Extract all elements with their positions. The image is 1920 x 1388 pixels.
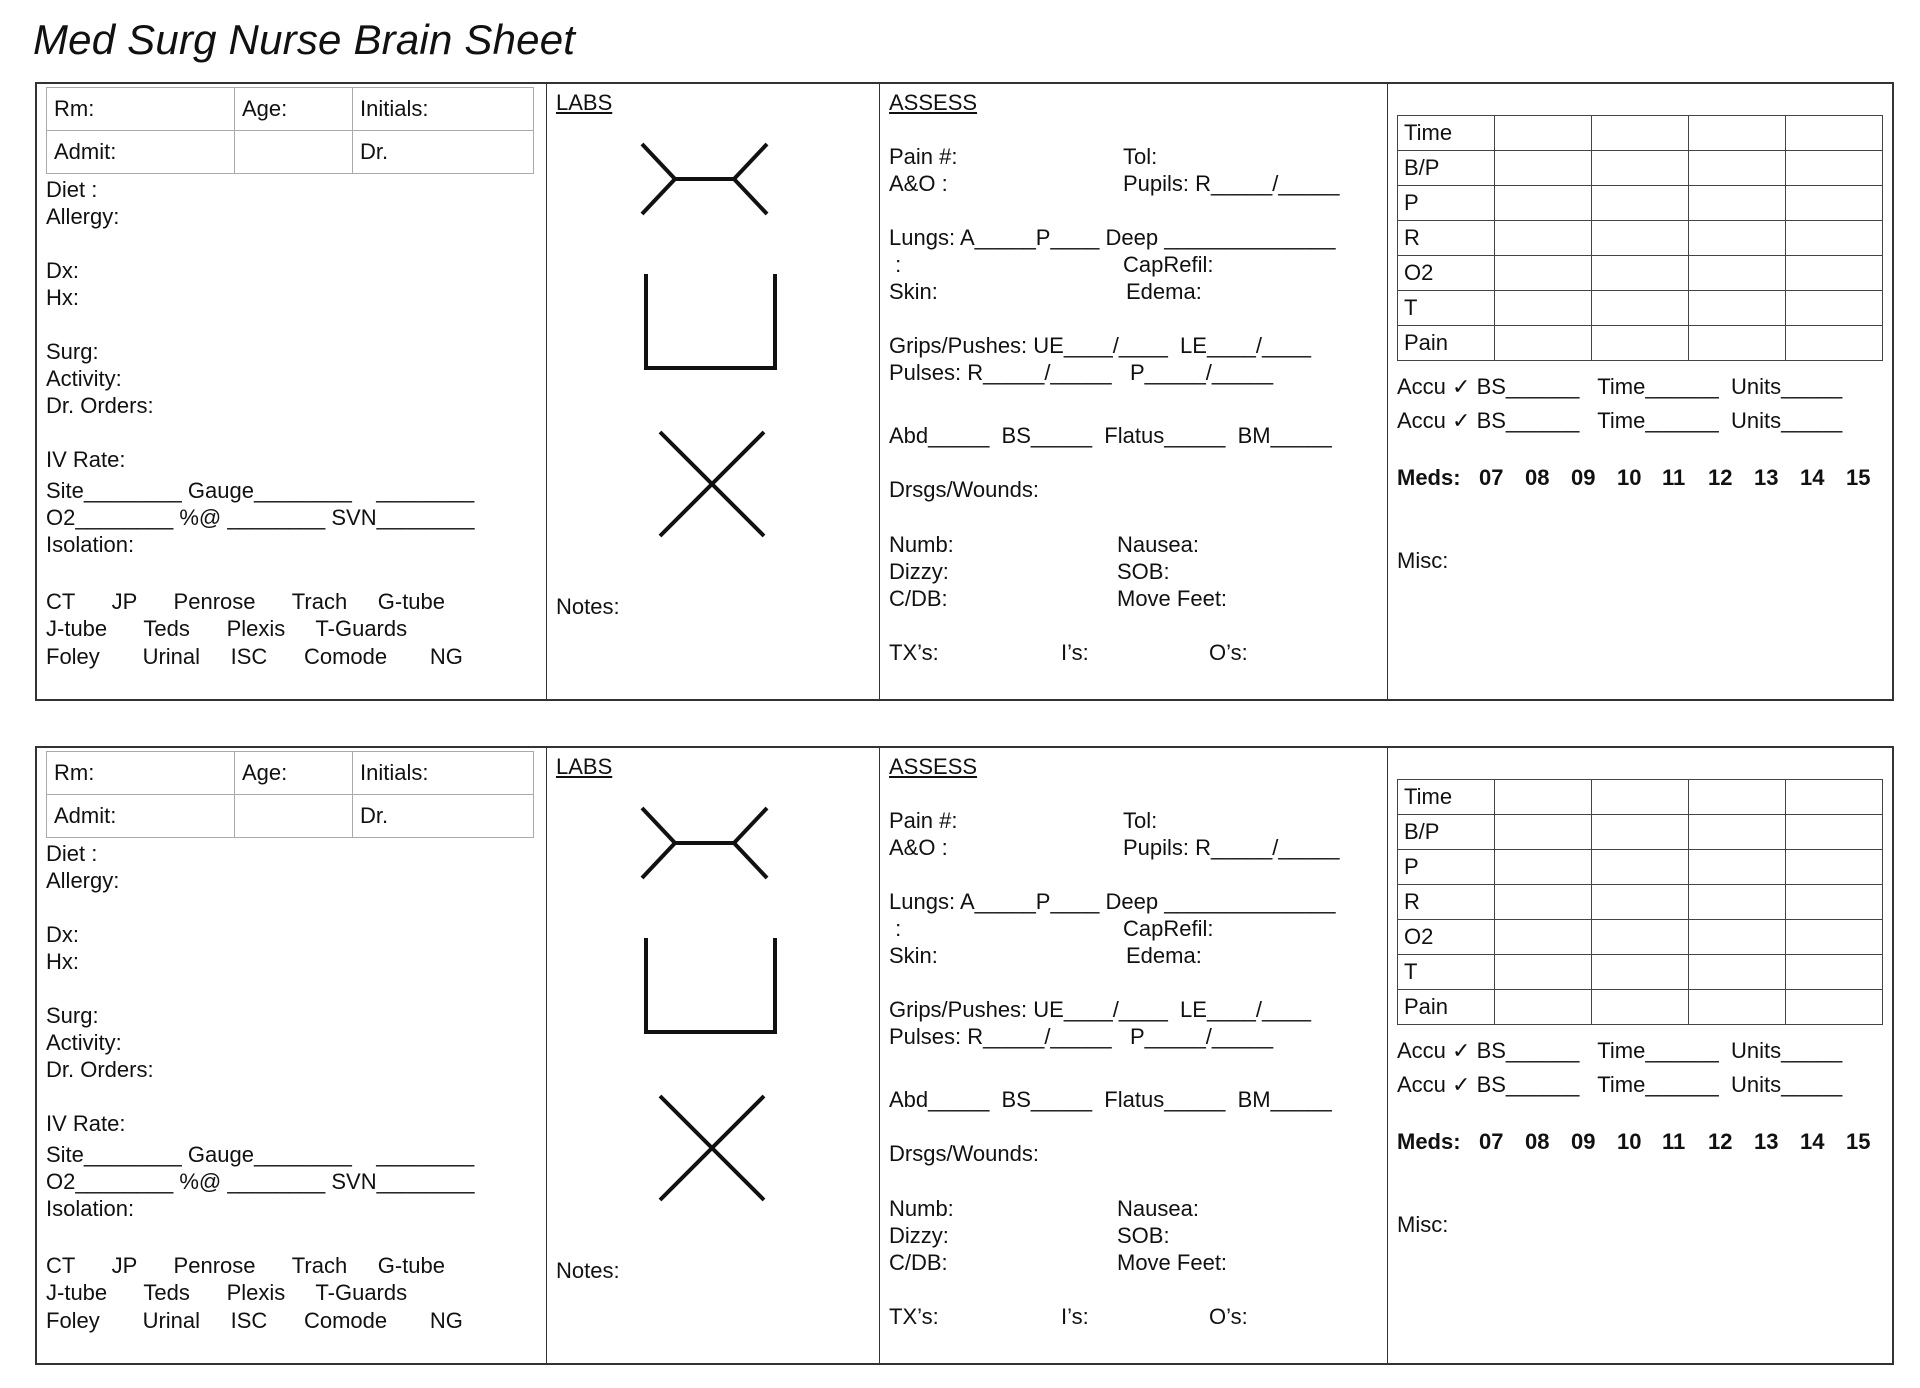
labs-heading: LABS [556,90,613,115]
meds-label: Meds: [1397,465,1461,490]
dx-label: Dx: [46,922,79,947]
vitals-grid [1397,115,1883,361]
isolation-label: Isolation: [46,1196,135,1221]
vitals-row [1398,116,1883,151]
vitals-cell[interactable] [1689,186,1786,221]
initials-field[interactable]: Initials: [353,752,534,795]
lungs-label: Lungs: A_____P____ Deep ______________ [889,889,1336,914]
vitals-label: R [1398,221,1495,256]
accu-check-line-2: Accu ✓ BS______ Time______ Units_____ [1397,1072,1843,1097]
vitals-cell[interactable] [1786,885,1883,920]
devices-row-3: Foley Urinal ISC Comode NG [46,644,463,669]
vitals-cell[interactable] [1592,186,1689,221]
vitals-cell[interactable] [1495,885,1592,920]
vitals-grid [1397,779,1883,1025]
vitals-cell[interactable] [1689,920,1786,955]
vitals-cell[interactable] [1689,256,1786,291]
vitals-cell[interactable] [1786,326,1883,361]
pulses-label: Pulses: R_____/_____ P_____/_____ [889,1024,1274,1049]
med-hour: 14 [1800,465,1825,490]
nausea-label: Nausea: [1117,1196,1199,1221]
patient-id-grid [46,751,534,838]
vitals-cell[interactable] [1689,151,1786,186]
bmp-lab-diagram [642,938,782,1038]
vitals-row [1398,815,1883,850]
vitals-cell[interactable] [1495,256,1592,291]
vitals-cell[interactable] [1592,885,1689,920]
devices-row-1: CT JP Penrose Trach G-tube [46,1253,446,1278]
vitals-cell[interactable] [1592,256,1689,291]
vitals-cell[interactable] [1592,116,1689,151]
admit-field[interactable]: Admit: [47,131,235,174]
pulses-label: Pulses: R_____/_____ P_____/_____ [889,360,1274,385]
vitals-label: Pain [1398,326,1495,361]
vitals-row [1398,151,1883,186]
med-hour: 11 [1662,1129,1686,1154]
is-label: I’s: [1061,1304,1089,1329]
age-field[interactable]: Age: [235,752,353,795]
dizzy-label: Dizzy: [889,559,949,584]
vitals-row [1398,850,1883,885]
vitals-cell[interactable] [1689,850,1786,885]
drsgs-label: Drsgs/Wounds: [889,1141,1039,1166]
vitals-row [1398,221,1883,256]
vitals-cell[interactable] [1689,780,1786,815]
pupils-label: Pupils: R_____/_____ [1123,171,1340,196]
caprefil-label: CapRefil: [1123,916,1214,941]
allergy-label: Allergy: [46,204,120,229]
pupils-label: Pupils: R_____/_____ [1123,835,1340,860]
os-label: O’s: [1209,640,1248,665]
vitals-row [1398,990,1883,1025]
cdb-label: C/DB: [889,1250,948,1275]
vitals-label: Time [1398,116,1495,151]
vitals-cell[interactable] [1495,221,1592,256]
med-hour: 08 [1525,465,1550,490]
med-hour: 15 [1846,465,1871,490]
vitals-cell[interactable] [1689,116,1786,151]
move-feet-label: Move Feet: [1117,1250,1228,1275]
dizzy-label: Dizzy: [889,1223,949,1248]
vitals-label: Pain [1398,990,1495,1025]
med-hour: 09 [1571,465,1596,490]
txs-label: TX’s: [889,1304,939,1329]
vitals-cell[interactable] [1592,221,1689,256]
txs-label: TX’s: [889,640,939,665]
sob-label: SOB: [1117,1223,1170,1248]
vitals-cell[interactable] [1786,291,1883,326]
vitals-cell[interactable] [1592,780,1689,815]
hx-label: Hx: [46,285,79,310]
assess-column [880,84,1388,699]
cross-lab-diagram [657,1093,767,1203]
grips-label: Grips/Pushes: UE____/____ LE____/____ [889,997,1311,1022]
vitals-cell[interactable] [1495,186,1592,221]
vitals-label: P [1398,186,1495,221]
vitals-row [1398,186,1883,221]
meds-label: Meds: [1397,1129,1461,1154]
cdb-label: C/DB: [889,586,948,611]
vitals-column [1388,748,1892,1363]
vitals-cell[interactable] [1592,850,1689,885]
vitals-cell[interactable] [1592,920,1689,955]
misc-label: Misc: [1397,1212,1449,1237]
vitals-cell[interactable] [1495,780,1592,815]
patient-info-column [37,84,547,699]
nausea-label: Nausea: [1117,532,1199,557]
activity-label: Activity: [46,366,122,391]
patient-id-grid [46,87,534,174]
vitals-cell[interactable] [1786,815,1883,850]
doctor-field[interactable]: Dr. [353,795,534,838]
diet-label: Diet : [46,841,98,866]
abd-label: Abd_____ BS_____ Flatus_____ BM_____ [889,1087,1332,1112]
lungs-colon: : [889,252,902,277]
med-hour: 13 [1754,1129,1779,1154]
vitals-cell[interactable] [1592,955,1689,990]
edema-label: Edema: [1126,279,1202,304]
med-hour: 09 [1571,1129,1596,1154]
patient-info-column [37,748,547,1363]
room-field[interactable]: Rm: [47,88,235,131]
patient-card-1 [35,82,1894,701]
vitals-row [1398,291,1883,326]
numb-label: Numb: [889,532,954,557]
vitals-cell[interactable] [1689,955,1786,990]
ao-label: A&O : [889,171,948,196]
iv-rate-label: IV Rate: [46,1111,126,1136]
age-field[interactable]: Age: [235,88,353,131]
vitals-cell[interactable] [1495,151,1592,186]
edema-label: Edema: [1126,943,1202,968]
is-label: I’s: [1061,640,1089,665]
ao-label: A&O : [889,835,948,860]
initials-field[interactable]: Initials: [353,88,534,131]
bmp-lab-diagram [642,274,782,374]
activity-label: Activity: [46,1030,122,1055]
vitals-cell[interactable] [1689,885,1786,920]
vitals-label: R [1398,885,1495,920]
sob-label: SOB: [1117,559,1170,584]
accu-check-line-1: Accu ✓ BS______ Time______ Units_____ [1397,1038,1843,1063]
skin-label: Skin: [889,943,938,968]
admit-field[interactable]: Admit: [47,795,235,838]
med-hour: 07 [1479,1129,1504,1154]
med-hour: 11 [1662,465,1686,490]
devices-row-1: CT JP Penrose Trach G-tube [46,589,446,614]
med-hour: 15 [1846,1129,1871,1154]
vitals-row [1398,920,1883,955]
vitals-cell[interactable] [1689,291,1786,326]
vitals-cell[interactable] [1786,780,1883,815]
vitals-cell[interactable] [1786,955,1883,990]
lungs-label: Lungs: A_____P____ Deep ______________ [889,225,1336,250]
vitals-cell[interactable] [1495,291,1592,326]
o2-line: O2________ %@ ________ SVN________ [46,1169,475,1194]
vitals-column [1388,84,1892,699]
vitals-cell[interactable] [1495,850,1592,885]
vitals-row [1398,256,1883,291]
vitals-cell[interactable] [1689,221,1786,256]
vitals-cell[interactable] [1786,186,1883,221]
med-hour: 10 [1617,1129,1642,1154]
lungs-colon: : [889,916,902,941]
tol-label: Tol: [1123,808,1158,833]
notes-label: Notes: [556,1258,620,1283]
blank-field[interactable] [235,131,353,174]
vitals-cell[interactable] [1592,815,1689,850]
vitals-cell[interactable] [1592,291,1689,326]
vitals-label: T [1398,955,1495,990]
devices-row-2: J-tube Teds Plexis T-Guards [46,1280,408,1305]
vitals-cell[interactable] [1495,920,1592,955]
numb-label: Numb: [889,1196,954,1221]
devices-row-3: Foley Urinal ISC Comode NG [46,1308,463,1333]
cross-lab-diagram [657,429,767,539]
labs-column [547,748,880,1363]
vitals-cell[interactable] [1786,256,1883,291]
vitals-cell[interactable] [1689,990,1786,1025]
fishbone-lab-diagram [637,139,777,229]
vitals-cell[interactable] [1495,326,1592,361]
iv-site-line: Site________ Gauge________ ________ [46,1142,475,1167]
med-hour: 10 [1617,465,1642,490]
o2-line: O2________ %@ ________ SVN________ [46,505,475,530]
med-hour: 08 [1525,1129,1550,1154]
vitals-cell[interactable] [1786,151,1883,186]
labs-column [547,84,880,699]
pain-label: Pain #: [889,144,958,169]
med-hour: 12 [1708,465,1733,490]
vitals-cell[interactable] [1592,151,1689,186]
dx-label: Dx: [46,258,79,283]
grips-label: Grips/Pushes: UE____/____ LE____/____ [889,333,1311,358]
dr-orders-label: Dr. Orders: [46,1057,154,1082]
vitals-cell[interactable] [1786,221,1883,256]
vitals-row [1398,780,1883,815]
vitals-cell[interactable] [1786,116,1883,151]
vitals-cell[interactable] [1592,326,1689,361]
misc-label: Misc: [1397,548,1449,573]
assess-heading: ASSESS [889,90,978,115]
notes-label: Notes: [556,594,620,619]
dr-orders-label: Dr. Orders: [46,393,154,418]
med-hour: 12 [1708,1129,1733,1154]
assess-heading: ASSESS [889,754,978,779]
blank-field[interactable] [235,795,353,838]
vitals-cell[interactable] [1495,955,1592,990]
fishbone-lab-diagram [637,803,777,893]
med-hour: 07 [1479,465,1504,490]
caprefil-label: CapRefil: [1123,252,1214,277]
vitals-label: P [1398,850,1495,885]
isolation-label: Isolation: [46,532,135,557]
vitals-label: B/P [1398,151,1495,186]
vitals-row [1398,326,1883,361]
vitals-cell[interactable] [1495,815,1592,850]
room-field[interactable]: Rm: [47,752,235,795]
vitals-label: O2 [1398,920,1495,955]
accu-check-line-1: Accu ✓ BS______ Time______ Units_____ [1397,374,1843,399]
vitals-cell[interactable] [1786,990,1883,1025]
skin-label: Skin: [889,279,938,304]
vitals-cell[interactable] [1689,326,1786,361]
med-hour: 13 [1754,465,1779,490]
doctor-field[interactable]: Dr. [353,131,534,174]
os-label: O’s: [1209,1304,1248,1329]
vitals-cell[interactable] [1786,850,1883,885]
vitals-cell[interactable] [1689,815,1786,850]
vitals-label: Time [1398,780,1495,815]
vitals-row [1398,885,1883,920]
drsgs-label: Drsgs/Wounds: [889,477,1039,502]
patient-card-2 [35,746,1894,1365]
surg-label: Surg: [46,1003,99,1028]
devices-row-2: J-tube Teds Plexis T-Guards [46,616,408,641]
hx-label: Hx: [46,949,79,974]
vitals-cell[interactable] [1495,116,1592,151]
vitals-label: O2 [1398,256,1495,291]
surg-label: Surg: [46,339,99,364]
vitals-cell[interactable] [1786,920,1883,955]
tol-label: Tol: [1123,144,1158,169]
vitals-cell[interactable] [1592,990,1689,1025]
labs-heading: LABS [556,754,613,779]
assess-column [880,748,1388,1363]
pain-label: Pain #: [889,808,958,833]
iv-site-line: Site________ Gauge________ ________ [46,478,475,503]
move-feet-label: Move Feet: [1117,586,1228,611]
vitals-row [1398,955,1883,990]
abd-label: Abd_____ BS_____ Flatus_____ BM_____ [889,423,1332,448]
diet-label: Diet : [46,177,98,202]
iv-rate-label: IV Rate: [46,447,126,472]
vitals-cell[interactable] [1495,990,1592,1025]
page-title: Med Surg Nurse Brain Sheet [33,16,576,63]
vitals-label: B/P [1398,815,1495,850]
vitals-label: T [1398,291,1495,326]
med-hour: 14 [1800,1129,1825,1154]
accu-check-line-2: Accu ✓ BS______ Time______ Units_____ [1397,408,1843,433]
allergy-label: Allergy: [46,868,120,893]
